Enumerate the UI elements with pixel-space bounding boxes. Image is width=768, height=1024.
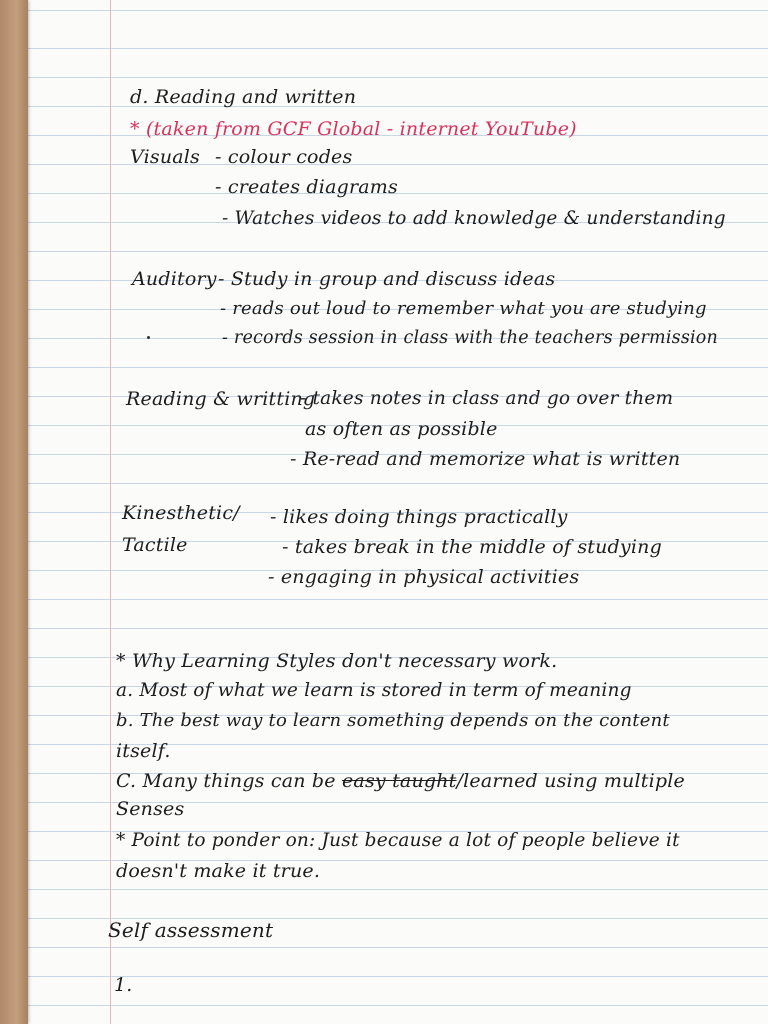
kinesthetic-item-3: - engaging in physical activities (268, 566, 580, 588)
why-item-c-part1: C. Many things can be (116, 770, 336, 792)
reading-item-1-cont: as often as possible (305, 418, 498, 440)
auditory-item-3: - records session in class with the teachers permission (222, 328, 719, 348)
visuals-item-1: - colour codes (215, 146, 353, 168)
self-assessment-heading: Self assessment (108, 918, 274, 942)
label-visuals: Visuals (130, 146, 201, 168)
ponder-note-cont: doesn't make it true. (116, 860, 321, 882)
reading-item-2: - Re-read and memorize what is written (290, 448, 681, 470)
label-reading-writing: Reading & writting (126, 388, 316, 410)
why-item-b: b. The best way to learn something depends on the content (116, 710, 670, 731)
why-item-c-part2: /learned using multiple (456, 770, 685, 792)
visuals-item-2: - creates diagrams (215, 176, 398, 198)
self-assessment-item-1: 1. (114, 974, 133, 996)
label-tactile: Tactile (122, 534, 188, 556)
why-item-c-crossed: easy taught (341, 770, 457, 792)
margin-line (110, 0, 111, 1024)
why-item-c (116, 770, 685, 792)
why-item-c-cont: Senses (116, 798, 185, 820)
visuals-item-3: - Watches videos to add knowledge & understanding (222, 208, 726, 229)
ponder-note: * Point to ponder on: Just because a lot of people believe it (116, 830, 680, 851)
stray-dot (147, 336, 150, 339)
label-kinesthetic: Kinesthetic/ (122, 502, 240, 524)
label-auditory: Auditory (132, 268, 217, 290)
why-item-b-cont: itself. (116, 740, 171, 762)
why-item-a: a. Most of what we learn is stored in term of meaning (116, 680, 632, 701)
heading-reading-written: d. Reading and written (130, 86, 357, 108)
kinesthetic-item-2: - takes break in the middle of studying (282, 536, 662, 558)
source-note: * (taken from GCF Global - internet YouTube) (130, 118, 577, 140)
reading-item-1: - takes notes in class and go over them (300, 388, 674, 409)
auditory-item-1: - Study in group and discuss ideas (218, 268, 556, 290)
why-heading: * Why Learning Styles don't necessary work. (116, 650, 558, 672)
auditory-item-2: - reads out loud to remember what you are studying (220, 298, 707, 319)
kinesthetic-item-1: - likes doing things practically (270, 506, 568, 528)
notebook-binding (0, 0, 28, 1024)
